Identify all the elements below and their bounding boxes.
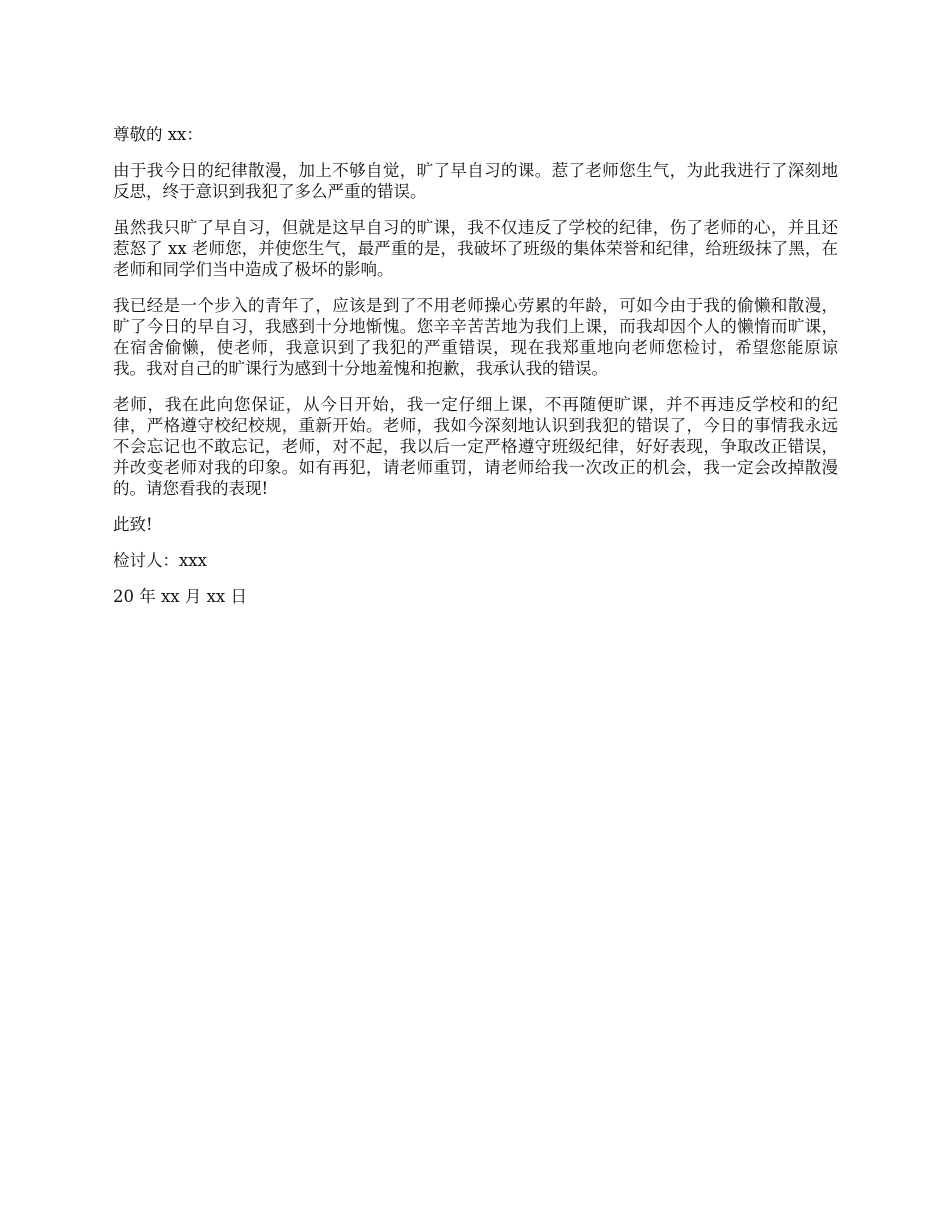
signature: 检讨人：xxx (113, 551, 207, 570)
paragraph-1: 由于我今日的纪律散漫，加上不够自觉，旷了早自习的课。惹了老师您生气，为此我进行了深刻地反思，终于意识到我犯了多么严重的错误。 (113, 161, 838, 201)
paragraph-2: 虽然我只旷了早自习，但就是这早自习的旷课，我不仅违反了学校的纪律，伤了老师的心，并且还惹怒了 xx 老师您，并使您生气，最严重的是，我破坏了班级的集体荣誉和纪律，给班级抹了黑，在老师和同学们当中造成了极坏的影响。 (113, 218, 838, 279)
paragraph-3: 我已经是一个步入的青年了，应该是到了不用老师操心劳累的年龄，可如今由于我的偷懒和散漫，旷了今日的早自习，我感到十分地惭愧。您辛辛苦苦地为我们上课，而我却因个人的懒惰而旷课，在宿舍偷懒，使老师，我意识到了我犯的严重错误，现在我郑重地向老师您检讨，希望您能原谅我。我对自己的旷课行为感到十分地羞愧和抱歉，我承认我的错误。 (113, 296, 838, 378)
paragraph-4: 老师，我在此向您保证，从今日开始，我一定仔细上课，不再随便旷课，并不再违反学校和的纪律，严格遵守校纪校规，重新开始。老师，我如今深刻地认识到我犯的错误了，今日的事情我永远不会忘记也不敢忘记，老师，对不起，我以后一定严格遵守班级纪律，好好表现，争取改正错误，并改变老师对我的印象。如有再犯，请老师重罚，请老师给我一次改正的机会，我一定会改掉散漫的。请您看我的表现! (113, 395, 838, 498)
closing: 此致! (113, 515, 153, 534)
date: 20 年 xx 月 xx 日 (113, 587, 247, 606)
letter-body (113, 124, 838, 622)
salutation: 尊敬的 xx： (113, 125, 203, 144)
